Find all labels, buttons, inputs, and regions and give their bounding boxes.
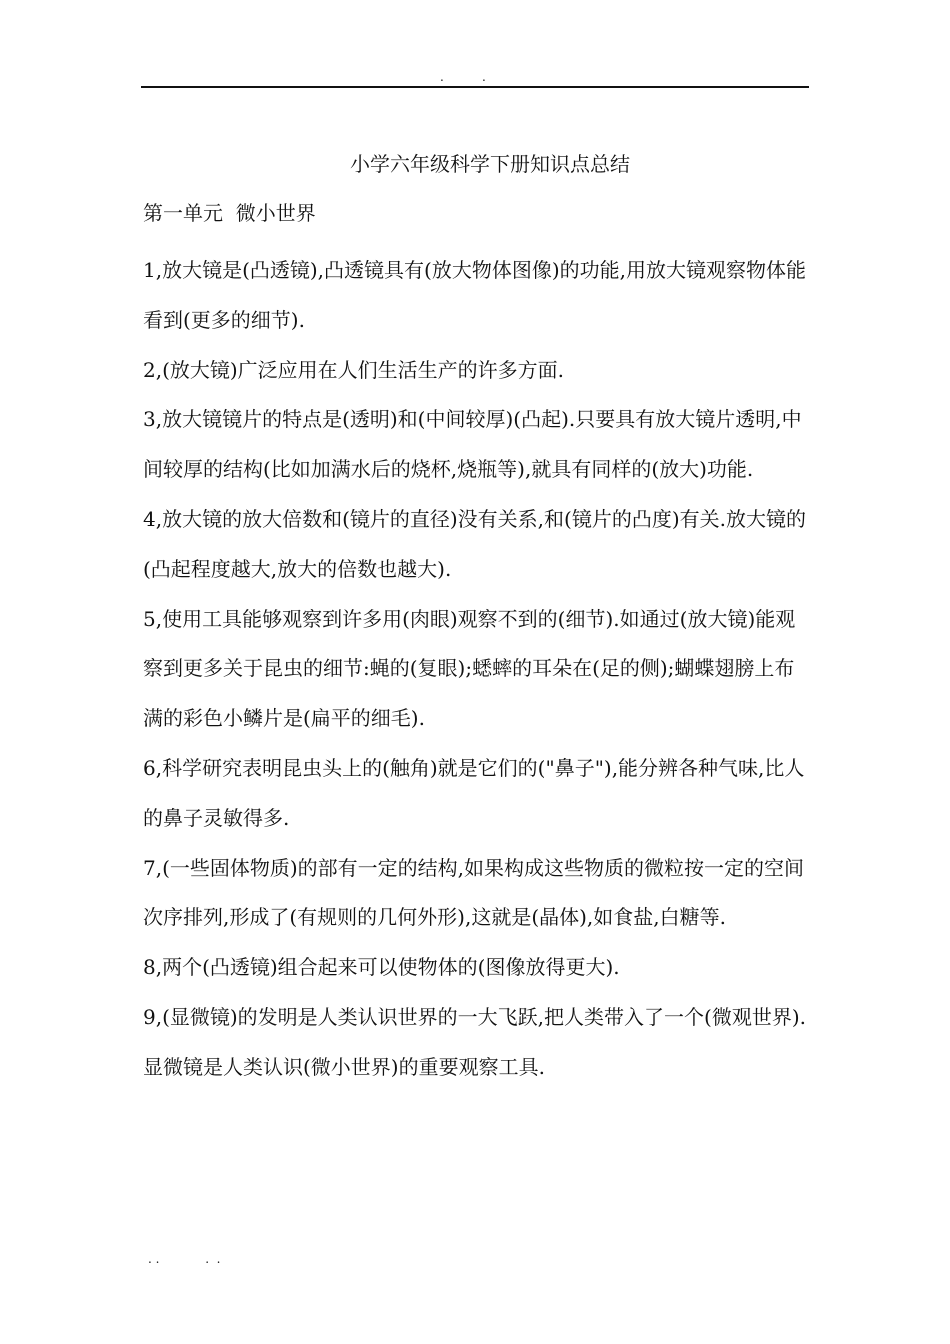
paragraph-6: 6,科学研究表明昆虫头上的(触角)就是它们的("鼻子"),能分辨各种气味,比人的鼻子灵敏得多. (143, 755, 805, 830)
paragraph-1: 1,放大镜是(凸透镜),凸透镜具有(放大物体图像)的功能,用放大镜观察物体能看到(更多的细节). (143, 258, 807, 332)
body-text (143, 246, 808, 1093)
header-rule (141, 86, 809, 88)
unit-heading: 第一单元 微小世界 (143, 201, 316, 225)
document-title: 小学六年级科学下册知识点总结 (350, 152, 630, 176)
paragraph-5: 5,使用工具能够观察到许多用(肉眼)观察不到的(细节).如通过(放大镜)能观察到更多关于昆虫的细节:蝇的(复眼);蟋蟀的耳朵在(足的侧);蝴蝶翅膀上布满的彩色小鳞片是(扁平的细毛). (143, 606, 796, 731)
paragraph-7: 7,(一些固体物质)的部有一定的结构,如果构成这些物质的微粒按一定的空间次序排列,形成了(有规则的几何外形),这就是(晶体),如食盐,白糖等. (143, 855, 805, 930)
header-dots: . . (440, 70, 486, 84)
paragraph-3: 3,放大镜镜片的特点是(透明)和(中间较厚)(凸起).只要具有放大镜片透明,中间较厚的结构(比如加满水后的烧杯,烧瓶等),就具有同样的(放大)功能. (143, 407, 802, 482)
paragraph-8: 8,两个(凸透镜)组合起来可以使物体的(图像放得更大). (143, 955, 620, 980)
paragraph-9: 9,(显微镜)的发明是人类认识世界的一大飞跃,把人类带入了一个(微观世界).显微镜是人类认识(微小世界)的重要观察工具. (143, 1004, 807, 1079)
paragraph-2: 2,(放大镜)广泛应用在人们生活生产的许多方面. (143, 357, 565, 382)
footer-dots: . . . . (148, 1252, 221, 1266)
paragraph-4: 4,放大镜的放大倍数和(镜片的直径)没有关系,和(镜片的凸度)有关.放大镜的(凸起程度越大,放大的倍数也越大). (143, 506, 807, 581)
